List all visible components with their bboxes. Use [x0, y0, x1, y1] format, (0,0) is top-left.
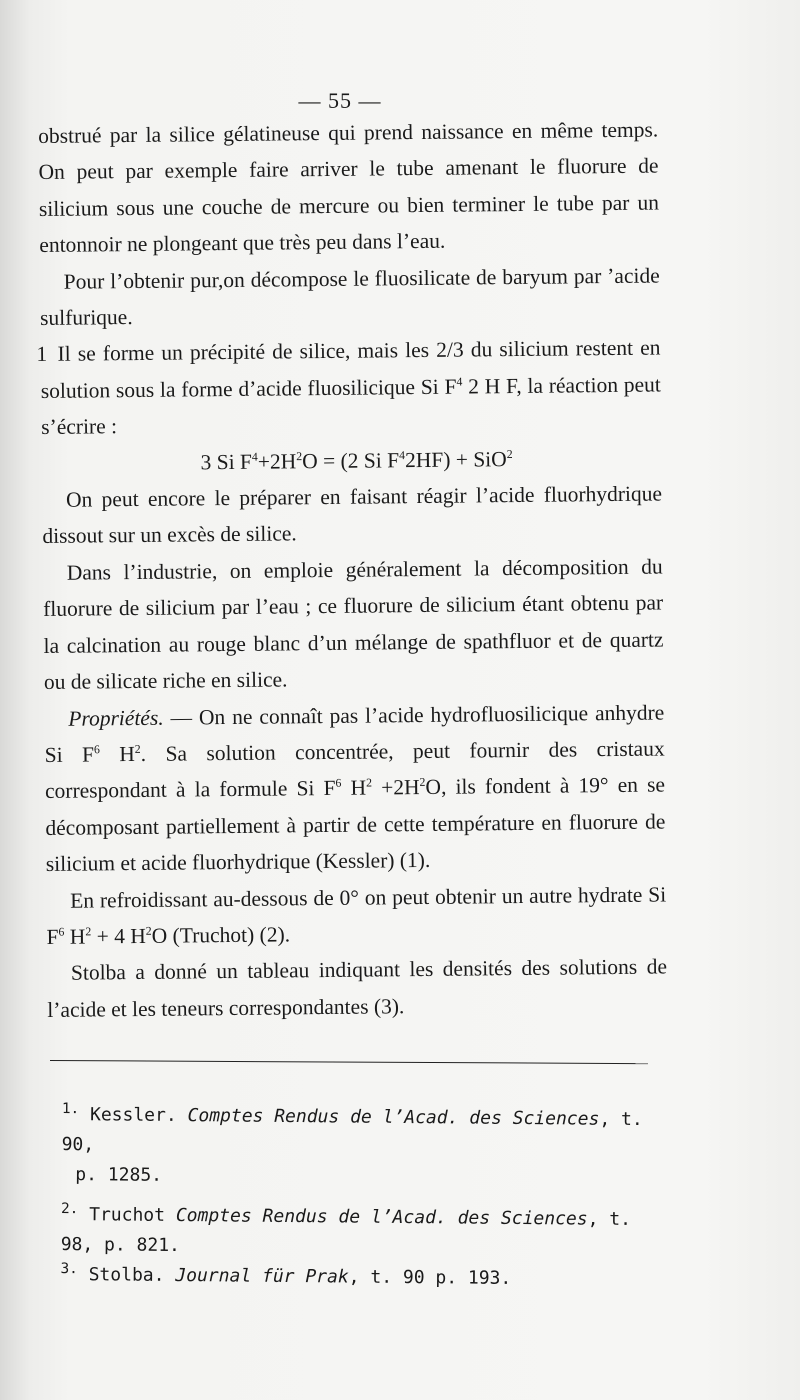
margin-mark: 1 [36, 342, 48, 367]
footnote-1-continued: p. 1285. [75, 1164, 163, 1186]
footnote-2: $^{2.}$ Truchot Comptes Rendus de l’Acad. des Sciences, t. 98, p. 821. [60, 1200, 632, 1257]
paragraph-properties: Propriétés. — On ne connaît pas l’acide hydrofluosilicique anhydre Si $F^6$ $H^2$. Sa solution concentrée, peut fournir des cristaux correspondant à la formule Si $F^6$ $H^2 +2H^2O$, ils fondent à 19° en se décomposant partiellement à partir de cette température en fluorure de silicium et acide fluorhydrique (Kessler) (1). [44, 699, 666, 877]
reaction-formula: 3 Si $F^4+2H^2O = (2$ Si $F^42HF) + SiO^2$ [200, 446, 513, 474]
section-heading: Propriétés. [68, 705, 164, 731]
footnote-3: $^{3.}$ Stolba. Journal für Prak, t. 90 p. 193. [60, 1260, 512, 1289]
main-text [38, 112, 667, 1029]
footnote-1: $^{1.}$ Kessler. Comptes Rendus de l’Acad. des Sciences, t. 90, [61, 1101, 643, 1156]
paragraph-hydrate: En refroidissant au-dessous de 0° on peut obtenir un autre hydrate Si $F^6$ $H^2 + 4$ $H^2O$ (Truchot) (2). [46, 881, 667, 949]
paragraph-precipitate: 1 Il se forme un précipité de silice, mais les 2/3 du silicium restent en solution sous la forme d’acide fluosilicique Si $F^4$ 2 H F, la réaction peut s’écrire : [36, 335, 661, 440]
paragraph-preparation: Pour l’obtenir pur,on décompose le fluosilicate de baryum par ’acide sulfurique. [39, 263, 660, 331]
paragraph-continuation: obstrué par la silice gélatineuse qui prend naissance en même temps. On peut par exemple faire arriver le tube amenant le fluorure de silicium sous une couche de mercure ou bien terminer le tube par un entonnoir ne plongeant que très peu dans l’eau. [38, 117, 660, 258]
paragraph-stolba: Stolba a donné un tableau indiquant les densités des solutions de l’acide et les teneurs correspondantes (3). [47, 954, 668, 1022]
paragraph-alternative: On peut encore le préparer en faisant réagir l’acide fluorhydrique dissout sur un excès de silice. [42, 481, 663, 549]
footnotes [60, 1100, 662, 1295]
footnote-divider [50, 1060, 648, 1064]
page-number: — 55 — [298, 88, 382, 113]
paragraph-industry: Dans l’industrie, on emploie généralement la décomposition du fluorure de silicium par l’eau ; ce fluorure de silicium étant obtenu par la calcination au rouge blanc d’un mélange de spathfluor et de quartz ou de silicate riche en silice. [43, 554, 664, 695]
